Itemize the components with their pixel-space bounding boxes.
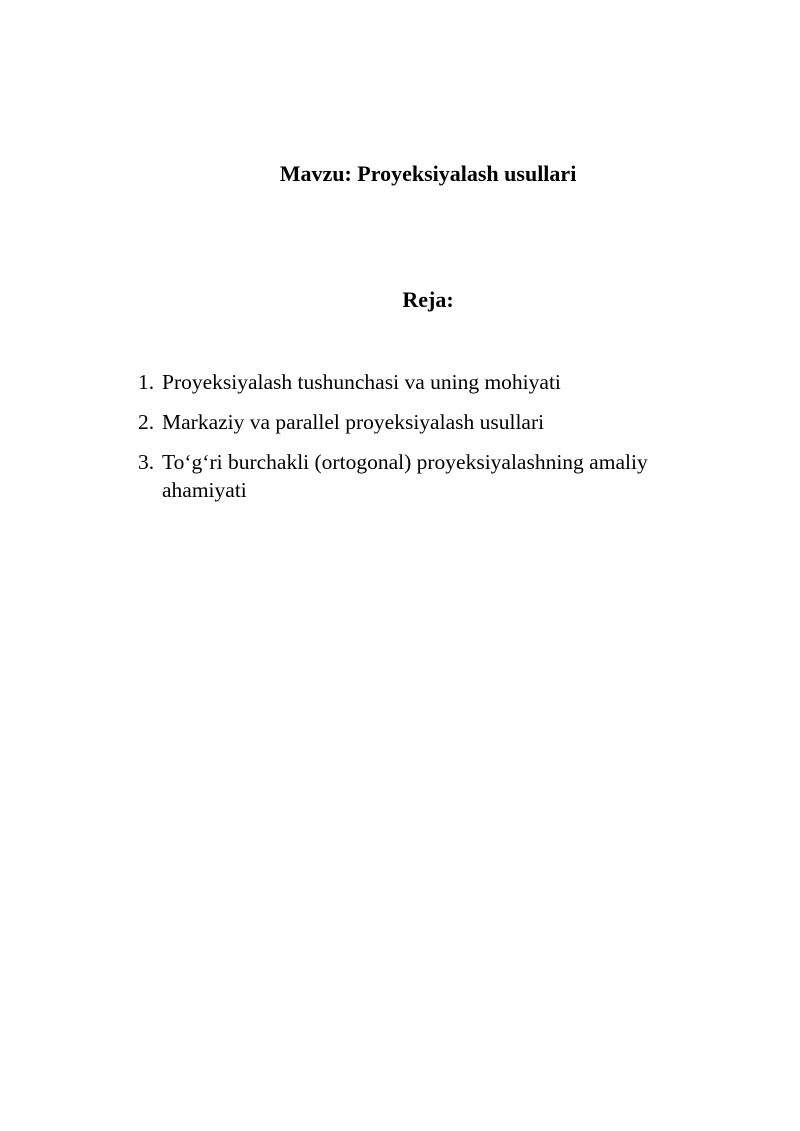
list-item-number: 1. xyxy=(138,370,155,394)
list-item xyxy=(138,448,728,504)
list-item xyxy=(138,408,728,436)
list-item-text: To‘g‘ri burchakli (ortogonal) proyeksiyalashning amaliy ahamiyati xyxy=(162,450,648,502)
plan-heading: Reja: xyxy=(402,287,454,312)
list-item-text: Proyeksiyalash tushunchasi va uning mohiyati xyxy=(162,370,561,394)
list-item-number: 2. xyxy=(138,410,155,434)
list-item xyxy=(138,368,728,396)
list-item-number: 3. xyxy=(138,450,155,474)
document-title: Mavzu: Proyeksiyalash usullari xyxy=(279,161,577,186)
plan-list xyxy=(138,368,728,516)
list-item-text: Markaziy va parallel proyeksiyalash usullari xyxy=(162,410,545,434)
